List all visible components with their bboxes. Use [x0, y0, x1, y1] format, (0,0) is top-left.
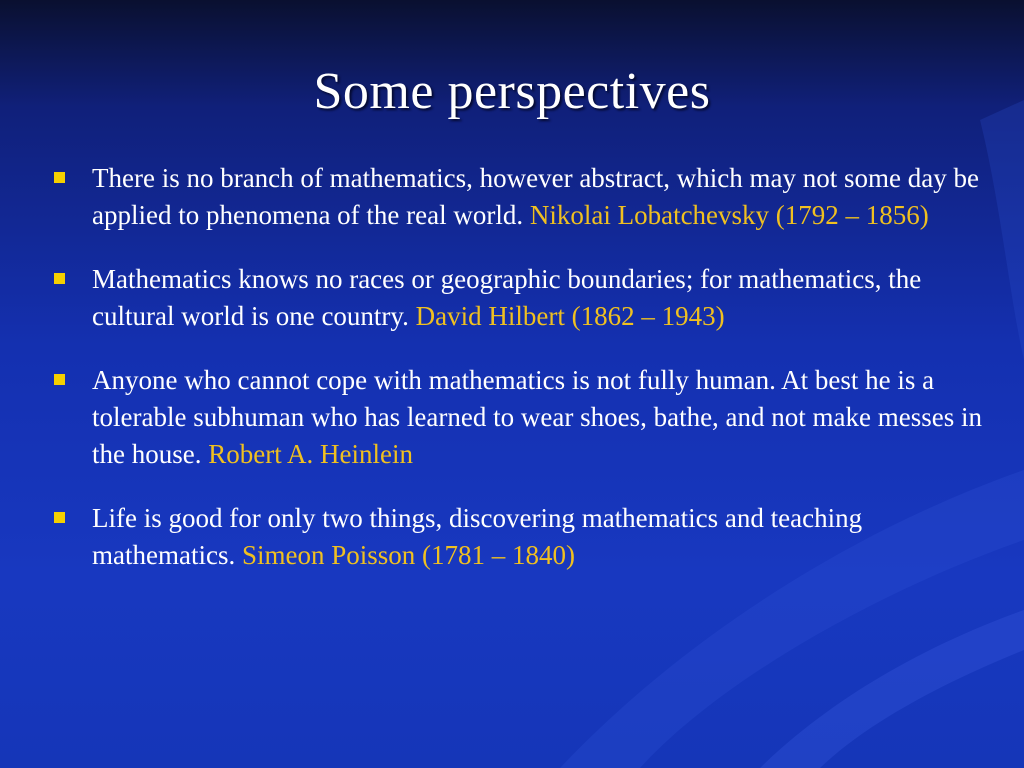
quote-text: Anyone who cannot cope with mathematics is not fully human. At best he is a tolerable subhuman who has learned to wear shoes, bathe, and not make messes in the house. — [92, 365, 982, 469]
quote-text: Life is good for only two things, discovering mathematics and teaching mathematics. — [92, 503, 863, 570]
bullet-square-icon — [54, 512, 65, 523]
quote-attribution: David Hilbert (1862 – 1943) — [415, 301, 725, 331]
quote-item-hilbert — [52, 261, 982, 335]
quote-item-heinlein — [52, 362, 982, 473]
quote-attribution: Robert A. Heinlein — [208, 439, 413, 469]
bullet-square-icon — [54, 273, 65, 284]
quote-text: There is no branch of mathematics, however abstract, which may not some day be applied to phenomena of the real world. — [92, 163, 979, 230]
bullet-square-icon — [54, 374, 65, 385]
quote-item-lobatchevsky — [52, 160, 982, 234]
quote-list — [52, 160, 982, 601]
quote-text: Mathematics knows no races or geographic boundaries; for mathematics, the cultural world is one country. — [92, 264, 922, 331]
quote-attribution: Simeon Poisson (1781 – 1840) — [241, 540, 575, 570]
quote-attribution: Nikolai Lobatchevsky (1792 – 1856) — [529, 200, 929, 230]
quote-item-poisson — [52, 500, 982, 574]
bullet-square-icon — [54, 172, 65, 183]
slide-title: Some perspectives — [313, 63, 711, 120]
